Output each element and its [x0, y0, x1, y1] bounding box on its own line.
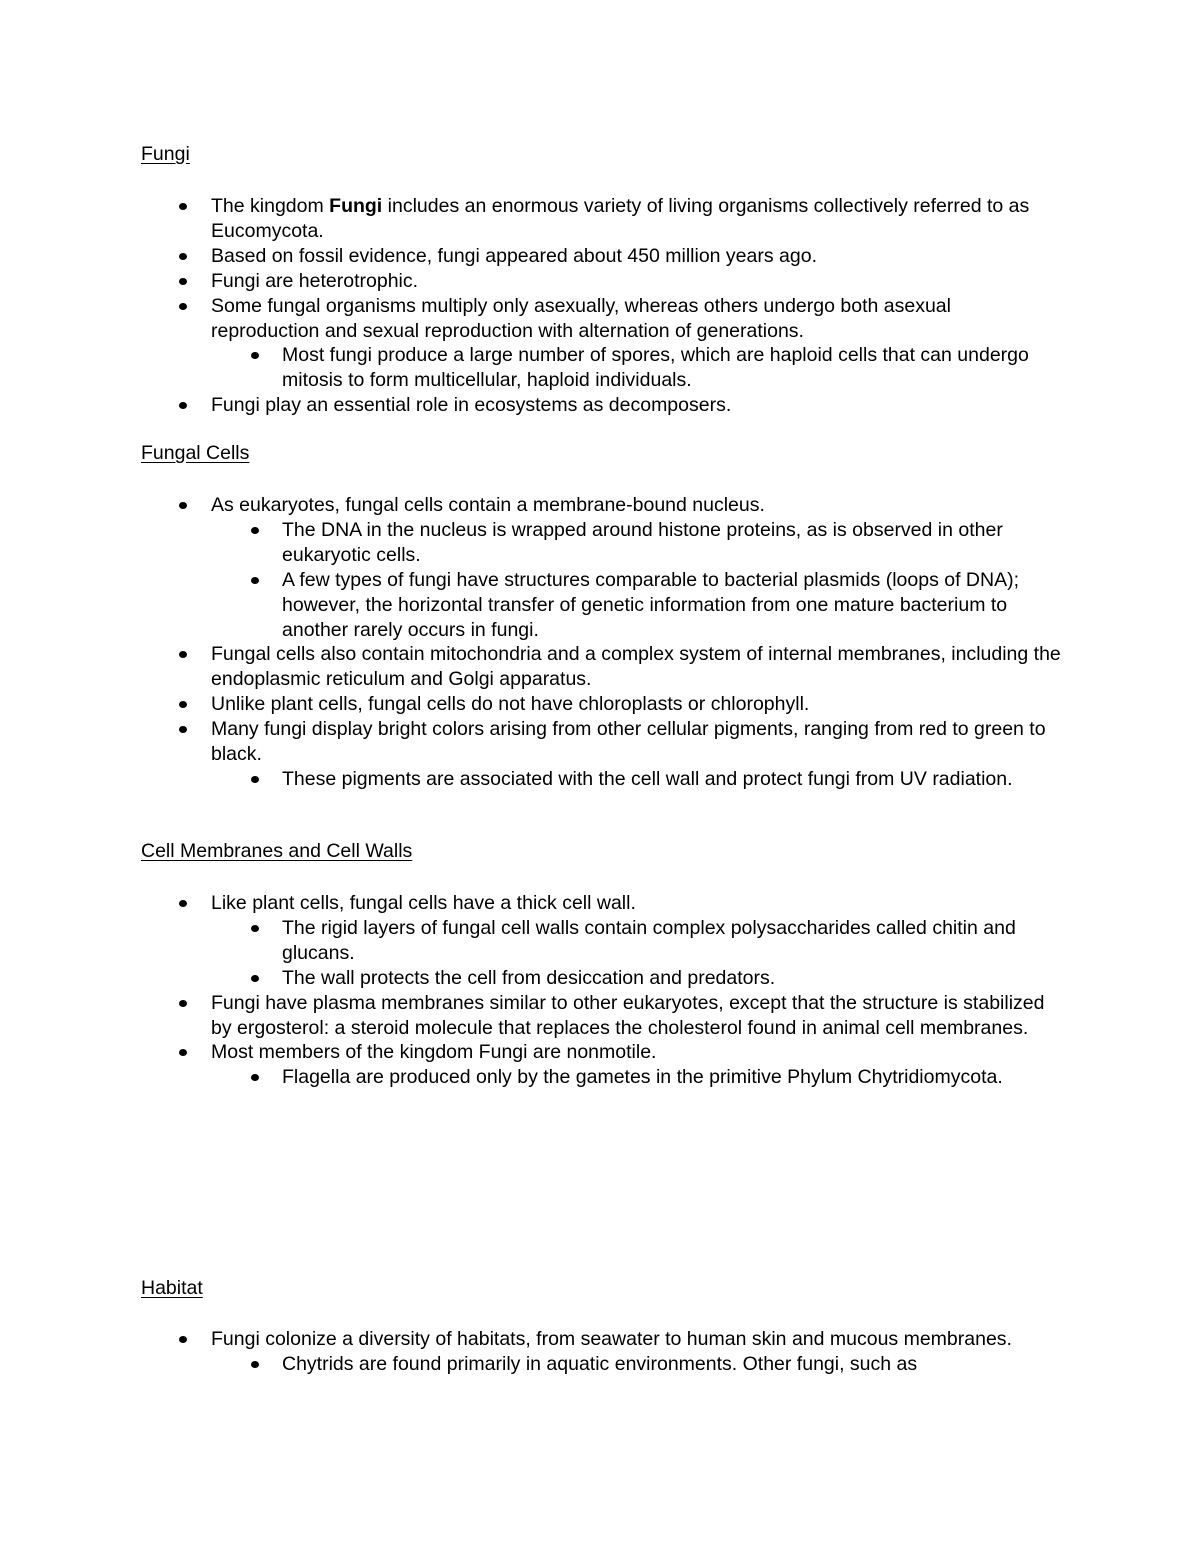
bullet-icon [179, 303, 187, 310]
list-item-text: Fungi have plasma membranes similar to other eukaryotes, except that the structure is stabilized by ergosterol: a steroid molecule that replaces the cholesterol found in animal cell membranes. [211, 991, 1045, 1039]
bullet-icon [179, 701, 187, 708]
bullet-icon [179, 278, 187, 285]
bullet-icon [179, 1049, 187, 1056]
list-item [0, 343, 1061, 393]
list-item-text: Most fungi produce a large number of spores, which are haploid cells that can undergo mitosis to form multicellular, haploid individuals. [282, 344, 1029, 392]
list-item [0, 269, 1061, 294]
section-heading-fungal-cells: Fungal Cells [141, 442, 250, 464]
list-item [0, 717, 1061, 767]
list-item [0, 692, 1061, 717]
list-item-text: A few types of fungi have structures comparable to bacterial plasmids (loops of DNA); however, the horizontal transfer of genetic information from one mature bacterium to another rarely occurs in fungi. [282, 568, 1020, 641]
section-heading-cell-membranes: Cell Membranes and Cell Walls [141, 840, 413, 862]
bullet-icon [251, 925, 259, 932]
list-item [0, 1040, 1061, 1065]
bullet-icon [251, 776, 259, 783]
bullet-icon [179, 1000, 187, 1007]
list-item [0, 493, 1061, 518]
list-item-text: Fungal cells also contain mitochondria and a complex system of internal membranes, including the endoplasmic reticulum and Golgi apparatus. [211, 643, 1061, 691]
list-item [0, 1327, 1061, 1352]
list-item [0, 244, 1061, 269]
bullet-icon [179, 502, 187, 509]
bullet-icon [179, 900, 187, 907]
list-item-text: Chytrids are found primarily in aquatic environments. Other fungi, such as [282, 1352, 918, 1375]
list-item-text: The rigid layers of fungal cell walls contain complex polysaccharides called chitin and glucans. [282, 916, 1016, 964]
list-item-text: Some fungal organisms multiply only asexually, whereas others undergo both asexual reproduction and sexual reproduction with alternation of generations. [211, 294, 951, 342]
bold-term: Fungi [329, 195, 383, 217]
bullet-icon [179, 203, 187, 210]
bullet-icon [179, 253, 187, 260]
list-item-text: As eukaryotes, fungal cells contain a membrane-bound nucleus. [211, 494, 765, 516]
list-item-text: The DNA in the nucleus is wrapped around histone proteins, as is observed in other eukaryotic cells. [282, 518, 1003, 566]
list-item-text: Most members of the kingdom Fungi are nonmotile. [211, 1041, 657, 1064]
list-item [0, 518, 1061, 568]
list-item-text: The wall protects the cell from desiccation and predators. [282, 966, 776, 989]
list-item-text: Fungi are heterotrophic. [211, 269, 419, 292]
list-item [0, 1352, 1061, 1377]
bullet-icon [251, 975, 259, 982]
list-item-text: Fungi colonize a diversity of habitats, from seawater to human skin and mucous membranes. [211, 1328, 1012, 1350]
list-item [0, 891, 1061, 916]
bullet-icon [251, 352, 259, 359]
list-item-text: The kingdom Fungi includes an enormous variety of living organisms collectively referred to as Eucomycota. [211, 195, 1030, 242]
list-item [0, 294, 1061, 344]
bullet-icon [251, 527, 259, 534]
section-list-fungi [0, 194, 1200, 418]
list-item [0, 966, 1061, 991]
list-item-text: Flagella are produced only by the gametes in the primitive Phylum Chytridiomycota. [282, 1066, 1003, 1089]
bullet-icon [179, 402, 187, 409]
section-list-cell-membranes [0, 891, 1200, 1090]
list-item [0, 1065, 1061, 1090]
list-item [0, 568, 1061, 643]
list-item [0, 393, 1061, 418]
list-item [0, 767, 1061, 792]
section-heading-fungi: Fungi [141, 143, 190, 165]
bullet-icon [251, 1361, 259, 1368]
bullet-icon [179, 726, 187, 733]
list-item [0, 642, 1061, 692]
section-heading-habitat: Habitat [141, 1277, 203, 1299]
bullet-icon [251, 1074, 259, 1081]
list-item-text: Based on fossil evidence, fungi appeared about 450 million years ago. [211, 244, 817, 267]
bullet-icon [251, 577, 259, 584]
list-item-text: These pigments are associated with the cell wall and protect fungi from UV radiation. [282, 767, 1013, 790]
bullet-icon [179, 1336, 187, 1343]
list-item [0, 991, 1061, 1041]
list-item-text: Fungi play an essential role in ecosystems as decomposers. [211, 394, 732, 417]
list-item [0, 194, 1061, 244]
section-list-habitat [0, 1327, 1200, 1377]
list-item [0, 916, 1061, 966]
bullet-icon [179, 651, 187, 658]
section-list-fungal-cells [0, 493, 1200, 792]
list-item-text: Like plant cells, fungal cells have a thick cell wall. [211, 892, 636, 914]
list-item-text: Many fungi display bright colors arising from other cellular pigments, ranging from red to green to black. [211, 718, 1046, 766]
list-item-text: Unlike plant cells, fungal cells do not have chloroplasts or chlorophyll. [211, 693, 810, 716]
